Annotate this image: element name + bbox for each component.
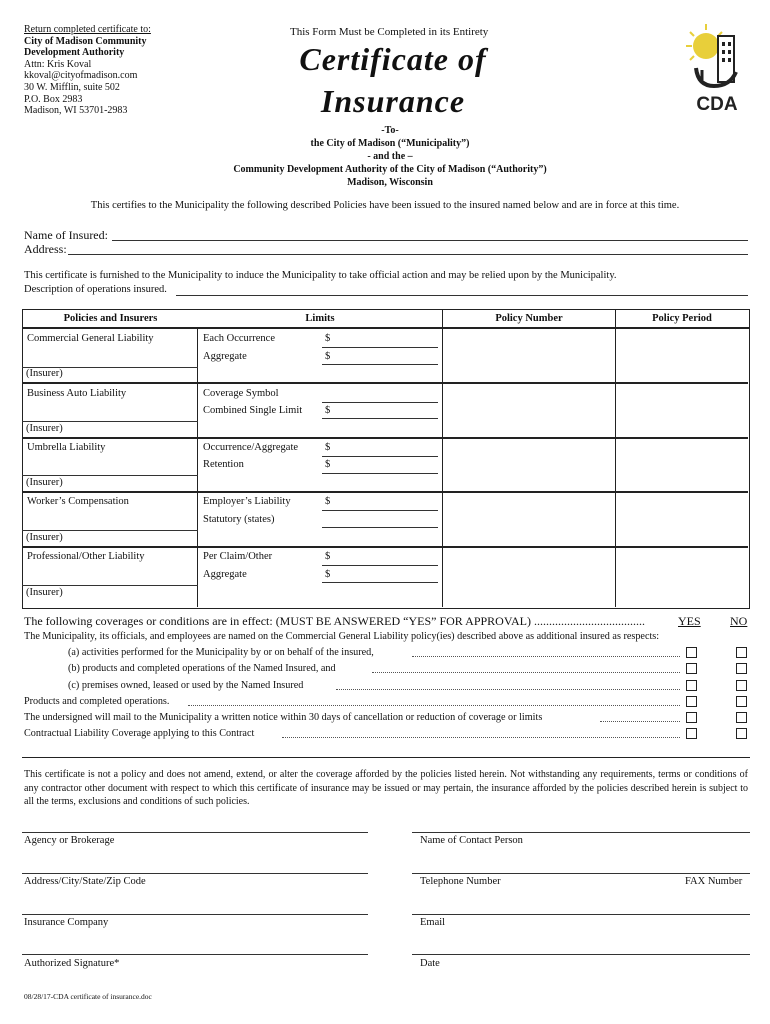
dollar-sign: $ bbox=[325, 569, 331, 580]
header-policy-number: Policy Number bbox=[495, 313, 563, 324]
condition-c-no-checkbox[interactable] bbox=[736, 680, 747, 691]
signature-label: Authorized Signature* bbox=[24, 958, 120, 969]
professional-aggregate-field[interactable] bbox=[322, 582, 438, 583]
condition-a-yes-checkbox[interactable] bbox=[686, 647, 697, 658]
dollar-sign: $ bbox=[325, 459, 331, 470]
form-note: This Form Must be Completed in its Entirety bbox=[290, 26, 489, 38]
address-label: Address: bbox=[24, 242, 67, 256]
addressee-block bbox=[180, 124, 600, 189]
limit-statutory: Statutory (states) bbox=[203, 514, 275, 525]
name-of-insured-label: Name of Insured: bbox=[24, 228, 108, 242]
insurer-label: (Insurer) bbox=[26, 423, 63, 434]
header-policy-period: Policy Period bbox=[652, 313, 712, 324]
condition-contractual-yes-checkbox[interactable] bbox=[686, 728, 697, 739]
condition-c-yes-checkbox[interactable] bbox=[686, 680, 697, 691]
email-label: Email bbox=[420, 917, 446, 928]
logo-text: CDA bbox=[696, 94, 738, 115]
dollar-sign: $ bbox=[325, 333, 331, 344]
limit-combined-single: Combined Single Limit bbox=[203, 405, 303, 416]
insurer-label: (Insurer) bbox=[26, 532, 63, 543]
title-line2: Insurance bbox=[320, 83, 466, 119]
insurance-company-field[interactable] bbox=[22, 914, 368, 915]
title-line1: Certificate of bbox=[299, 41, 487, 77]
dollar-sign: $ bbox=[325, 351, 331, 362]
intro-statement: This certifies to the Municipality the following described Policies have been issued to the insured named below and are in force at this time. bbox=[90, 200, 680, 211]
limit-each-occurrence: Each Occurrence bbox=[203, 333, 275, 344]
occurrence-aggregate-field[interactable] bbox=[322, 456, 438, 457]
date-label: Date bbox=[420, 958, 440, 969]
contact-field[interactable] bbox=[412, 832, 750, 833]
return-email: kkoval@cityofmadison.com bbox=[24, 70, 138, 82]
location-line: Madison, Wisconsin bbox=[347, 177, 433, 188]
coverage-symbol-field[interactable] bbox=[322, 402, 438, 403]
policies-table bbox=[22, 309, 750, 609]
contact-label: Name of Contact Person bbox=[420, 835, 523, 846]
return-city: Madison, WI 53701-2983 bbox=[24, 105, 128, 117]
condition-contractual-no-checkbox[interactable] bbox=[736, 728, 747, 739]
agency-field[interactable] bbox=[22, 832, 368, 833]
limit-coverage-symbol: Coverage Symbol bbox=[203, 388, 279, 399]
statutory-field[interactable] bbox=[322, 527, 438, 528]
insurance-company-label: Insurance Company bbox=[24, 917, 109, 928]
policy-business-auto: Business Auto Liability bbox=[27, 388, 127, 399]
insurer-label: (Insurer) bbox=[26, 477, 63, 488]
limit-aggregate: Aggregate bbox=[203, 351, 247, 362]
policy-umbrella: Umbrella Liability bbox=[27, 442, 106, 453]
furnished-statement: This certificate is furnished to the Municipality to induce the Municipality to take official action and may be relied upon by the Municipality. bbox=[24, 270, 617, 281]
condition-b-no-checkbox[interactable] bbox=[736, 663, 747, 674]
limit-retention: Retention bbox=[203, 459, 244, 470]
return-attn: Attn: Kris Koval bbox=[24, 58, 92, 70]
cda-logo-icon bbox=[684, 20, 750, 116]
additional-insured-statement: The Municipality, its officials, and employees are named on the Commercial General Liability policy(ies) described above as additional insured as respects: bbox=[24, 631, 660, 642]
condition-cancellation-notice: The undersigned will mail to the Municipality a written notice within 30 days of cancellation or reduction of coverage or limits bbox=[24, 712, 543, 723]
return-org-line2: Development Authority bbox=[24, 47, 125, 59]
condition-cancellation-no-checkbox[interactable] bbox=[736, 712, 747, 723]
description-field[interactable] bbox=[176, 295, 748, 296]
limit-occurrence-aggregate: Occurrence/Aggregate bbox=[203, 442, 299, 453]
return-pobox: P.O. Box 2983 bbox=[24, 93, 83, 105]
policy-workers-comp: Worker’s Compensation bbox=[27, 496, 129, 507]
condition-c: (c) premises owned, leased or used by the Named Insured bbox=[68, 680, 304, 691]
insurer-label: (Insurer) bbox=[26, 587, 63, 598]
return-address-block bbox=[24, 24, 151, 117]
yes-column-label: YES bbox=[678, 614, 701, 628]
footer-filename: 08/28/17-CDA certificate of insurance.doc bbox=[24, 992, 152, 1001]
aggregate-field[interactable] bbox=[322, 364, 438, 365]
condition-contractual: Contractual Liability Coverage applying to this Contract bbox=[24, 728, 255, 739]
return-org-line1: City of Madison Community bbox=[24, 35, 147, 47]
city-line: the City of Madison (“Municipality”) bbox=[310, 138, 470, 149]
employers-liability-field[interactable] bbox=[322, 510, 438, 511]
return-instruction: Return completed certificate to: bbox=[24, 24, 151, 35]
dollar-sign: $ bbox=[325, 405, 331, 416]
insurer-label: (Insurer) bbox=[26, 368, 63, 379]
per-claim-field[interactable] bbox=[322, 565, 438, 566]
header-policies: Policies and Insurers bbox=[63, 313, 158, 324]
header-limits: Limits bbox=[305, 313, 335, 324]
dollar-sign: $ bbox=[325, 551, 331, 562]
policy-professional: Professional/Other Liability bbox=[27, 551, 145, 562]
fax-label: FAX Number bbox=[685, 876, 743, 887]
condition-products-yes-checkbox[interactable] bbox=[686, 696, 697, 707]
condition-a-no-checkbox[interactable] bbox=[736, 647, 747, 658]
each-occurrence-field[interactable] bbox=[322, 347, 438, 348]
telephone-label: Telephone Number bbox=[420, 876, 501, 887]
return-street: 30 W. Mifflin, suite 502 bbox=[24, 81, 120, 93]
to-line: -To- bbox=[381, 125, 399, 136]
limit-aggregate-professional: Aggregate bbox=[203, 569, 247, 580]
agency-label: Agency or Brokerage bbox=[24, 835, 115, 846]
dollar-sign: $ bbox=[325, 442, 331, 453]
address-city-field[interactable] bbox=[22, 873, 368, 874]
and-line: - and the – bbox=[367, 151, 413, 162]
cda-logo bbox=[684, 20, 750, 116]
no-column-label: NO bbox=[730, 614, 748, 628]
dollar-sign: $ bbox=[325, 496, 331, 507]
date-field[interactable] bbox=[412, 954, 750, 955]
limit-employers-liability: Employer’s Liability bbox=[203, 496, 291, 507]
disclaimer: This certificate is not a policy and does not amend, extend, or alter the coverage afforded by the policies listed herein. Not withstanding any requirements, terms or conditions of any contractor other document with respect to which this certificate of insurance may be issued or may pertain, the insurance afforded by the policies described herein is subject to all the terms, exclusions and conditions of such policies. bbox=[24, 769, 748, 807]
condition-products: Products and completed operations. bbox=[24, 696, 170, 707]
policy-commercial-general: Commercial General Liability bbox=[27, 333, 154, 344]
condition-cancellation-yes-checkbox[interactable] bbox=[686, 712, 697, 723]
table-header-divider bbox=[22, 327, 750, 329]
conditions-heading: The following coverages or conditions are in effect: (MUST BE ANSWERED “YES” FOR APPROVAL) ..................................... bbox=[24, 614, 645, 628]
condition-b-yes-checkbox[interactable] bbox=[686, 663, 697, 674]
address-city-label: Address/City/State/Zip Code bbox=[24, 876, 146, 887]
description-label: Description of operations insured. bbox=[24, 284, 167, 295]
phone-fax-field[interactable] bbox=[412, 873, 750, 874]
address-field[interactable] bbox=[68, 254, 748, 255]
divider bbox=[22, 757, 750, 758]
condition-products-no-checkbox[interactable] bbox=[736, 696, 747, 707]
page-title bbox=[290, 38, 496, 122]
name-of-insured-field[interactable] bbox=[112, 240, 748, 241]
limit-per-claim: Per Claim/Other bbox=[203, 551, 273, 562]
combined-limit-field[interactable] bbox=[322, 418, 438, 419]
email-field[interactable] bbox=[412, 914, 750, 915]
retention-field[interactable] bbox=[322, 473, 438, 474]
condition-a: (a) activities performed for the Municipality by or on behalf of the insured, bbox=[68, 647, 374, 658]
authority-line: Community Development Authority of the City of Madison (“Authority”) bbox=[233, 164, 547, 175]
signature-field[interactable] bbox=[22, 954, 368, 955]
condition-b: (b) products and completed operations of the Named Insured, and bbox=[68, 663, 336, 674]
